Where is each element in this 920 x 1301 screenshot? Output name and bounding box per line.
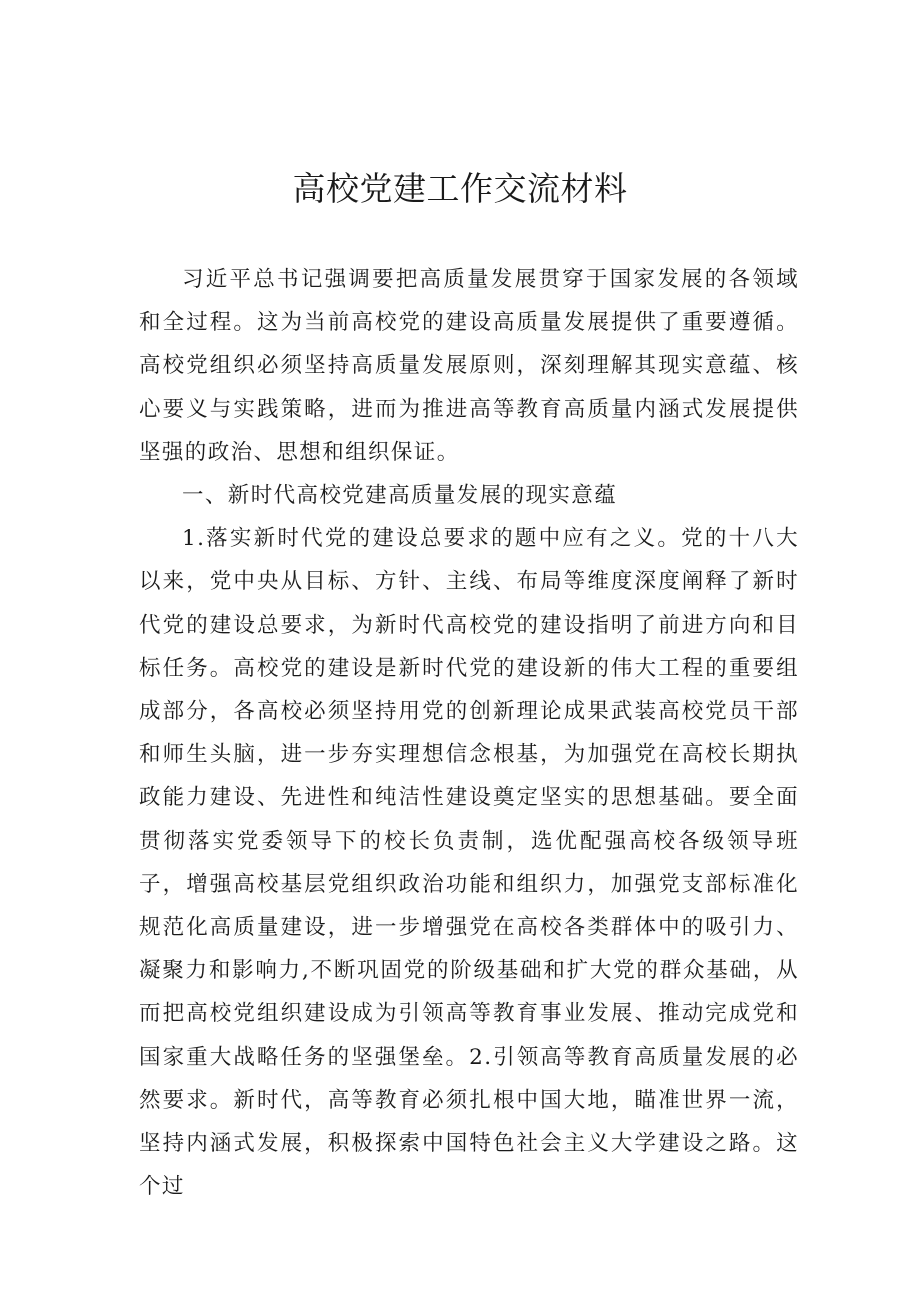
intro-paragraph: 习近平总书记强调要把高质量发展贯穿于国家发展的各领域和全过程。这为当前高校党的建设高质量发展提供了重要遵循。高校党组织必须坚持高质量发展原则，深刻理解其现实意蕴、核心要义与实践策略，进而为推进高等教育高质量内涵式发展提供坚强的政治、思想和组织保证。 — [139, 267, 799, 465]
section-heading: 一、新时代高校党建高质量发展的现实意蕴 — [182, 483, 618, 509]
document-body — [139, 258, 799, 1208]
document-title: 高校党建工作交流材料 — [292, 169, 628, 208]
body-paragraph: 1.落实新时代党的建设总要求的题中应有之义。党的十八大以来，党中央从目标、方针、主线、布局等维度深度阐释了新时代党的建设总要求，为新时代高校党的建设指明了前进方向和目标任务。高校党的建设是新时代党的建设新的伟大工程的重要组成部分，各高校必须坚持用党的创新理论成果武装高校党员干部和师生头脑，进一步夯实理想信念根基，为加强党在高校长期执政能力建设、先进性和纯洁性建设奠定坚实的思想基础。要全面贯彻落实党委领导下的校长负责制，选优配强高校各级领导班子，增强高校基层党组织政治功能和组织力，加强党支部标准化规范化高质量建设，进一步增强党在高校各类群体中的吸引力、凝聚力和影响力,不断巩固党的阶级基础和扩大党的群众基础，从而把高校党组织建设成为引领高等教育事业发展、推动完成党和国家重大战略任务的坚强堡垒。2.引领高等教育高质量发展的必然要求。新时代，高等教育必须扎根中国大地，瞄准世界一流，坚持内涵式发展，积极探索中国特色社会主义大学建设之路。这个过 — [139, 526, 799, 1200]
